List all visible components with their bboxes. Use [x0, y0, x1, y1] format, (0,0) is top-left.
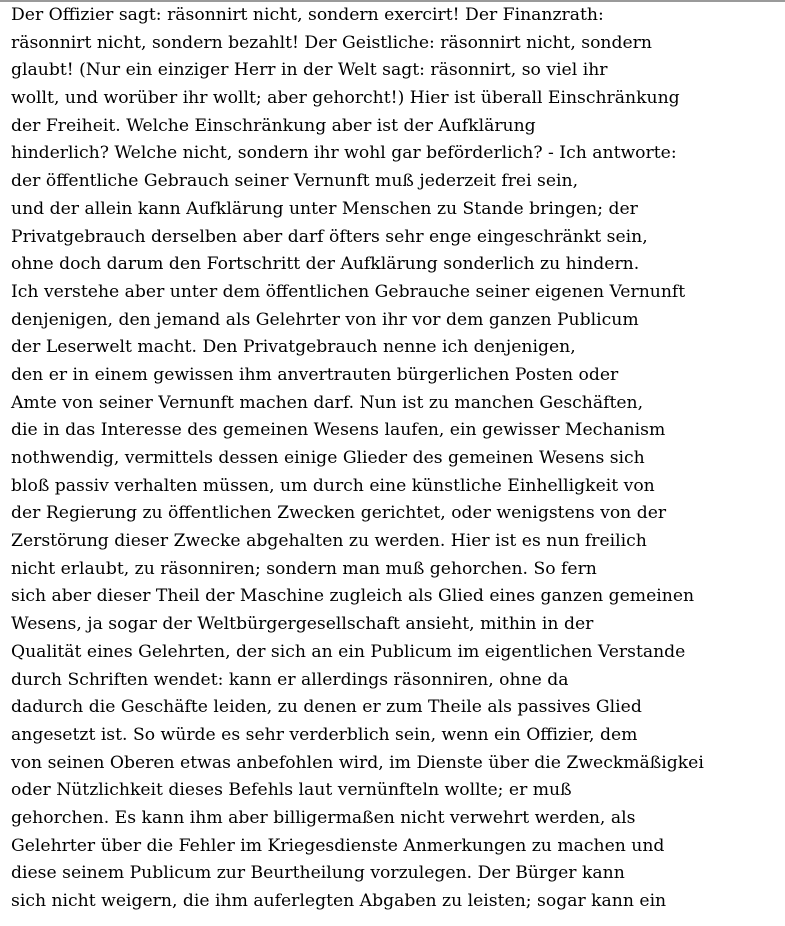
text-line: und der allein kann Aufklärung unter Menschen zu Stande bringen; der	[11, 198, 638, 219]
text-line: diese seinem Publicum zur Beurtheilung vorzulegen. Der Bürger kann	[11, 863, 625, 884]
text-line: Amte von seiner Vernunft machen darf. Nun ist zu manchen Geschäften,	[11, 392, 644, 413]
text-line: nothwendig, vermittels dessen einige Glieder des gemeinen Wesens sich	[11, 448, 645, 468]
text-line: von seinen Oberen etwas anbefohlen wird, im Dienste über die Zweckmäßigkei	[11, 752, 704, 773]
text-line: Der Offizier sagt: räsonnirt nicht, sondern exercirt! Der Finanzrath:	[11, 5, 604, 25]
text-line: oder Nützlichkeit dieses Befehls laut vernünfteln wollte; er muß	[11, 780, 572, 801]
text-line: Privatgebrauch derselben aber darf öfters sehr enge eingeschränkt sein,	[11, 226, 648, 247]
text-line: Qualität eines Gelehrten, der sich an ein Publicum im eigentlichen Verstande	[11, 641, 686, 662]
text-line: Gelehrter über die Fehler im Kriegesdienste Anmerkungen zu machen und	[11, 835, 665, 856]
text-line: dadurch die Geschäfte leiden, zu denen er zum Theile als passives Glied	[11, 697, 642, 718]
text-line: der öffentliche Gebrauch seiner Vernunft muß jederzeit frei sein,	[11, 171, 579, 192]
text-line: durch Schriften wendet: kann er allerdings räsonniren, ohne da	[11, 669, 569, 690]
text-line: räsonnirt nicht, sondern bezahlt! Der Geistliche: räsonnirt nicht, sondern	[11, 32, 652, 53]
text-line: Wesens, ja sogar der Weltbürgergesellschaft ansieht, mithin in der	[11, 614, 594, 635]
text-line: nicht erlaubt, zu räsonniren; sondern man muß gehorchen. So fern	[11, 558, 597, 579]
text-line: der Leserwelt macht. Den Privatgebrauch nenne ich denjenigen,	[11, 337, 576, 358]
text-line: den er in einem gewissen ihm anvertrauten bürgerlichen Posten oder	[11, 364, 619, 385]
text-line: hinderlich? Welche nicht, sondern ihr wohl gar beförderlich? - Ich antworte:	[11, 143, 677, 164]
text-line: ohne doch darum den Fortschritt der Aufklärung sonderlich zu hindern.	[11, 254, 640, 275]
text-line: glaubt! (Nur ein einziger Herr in der Welt sagt: räsonnirt, so viel ihr	[11, 60, 608, 81]
text-line: denjenigen, den jemand als Gelehrter von ihr vor dem ganzen Publicum	[11, 309, 639, 330]
text-line: der Freiheit. Welche Einschränkung aber ist der Aufklärung	[11, 115, 536, 136]
text-line: Ich verstehe aber unter dem öffentlichen Gebrauche seiner eigenen Vernunft	[11, 281, 686, 302]
text-line: gehorchen. Es kann ihm aber billigermaßen nicht verwehrt werden, als	[11, 807, 636, 828]
text-line: der Regierung zu öffentlichen Zwecken gerichtet, oder wenigstens von der	[11, 503, 667, 524]
text-line: wollt, und worüber ihr wollt; aber gehorcht!) Hier ist überall Einschränkung	[11, 88, 680, 109]
text-line: Zerstörung dieser Zwecke abgehalten zu werden. Hier ist es nun freilich	[11, 531, 647, 552]
text-line: sich nicht weigern, die ihm auferlegten Abgaben zu leisten; sogar kann ein	[11, 891, 667, 911]
text-line: bloß passiv verhalten müssen, um durch eine künstliche Einhelligkeit von	[11, 475, 655, 496]
text-line: sich aber dieser Theil der Maschine zugleich als Glied eines ganzen gemeinen	[11, 586, 695, 607]
text-line: angesetzt ist. So würde es sehr verderblich sein, wenn ein Offizier, dem	[11, 724, 638, 745]
document-body	[11, 2, 785, 916]
text-line: die in das Interesse des gemeinen Wesens laufen, ein gewisser Mechanism	[11, 420, 666, 441]
